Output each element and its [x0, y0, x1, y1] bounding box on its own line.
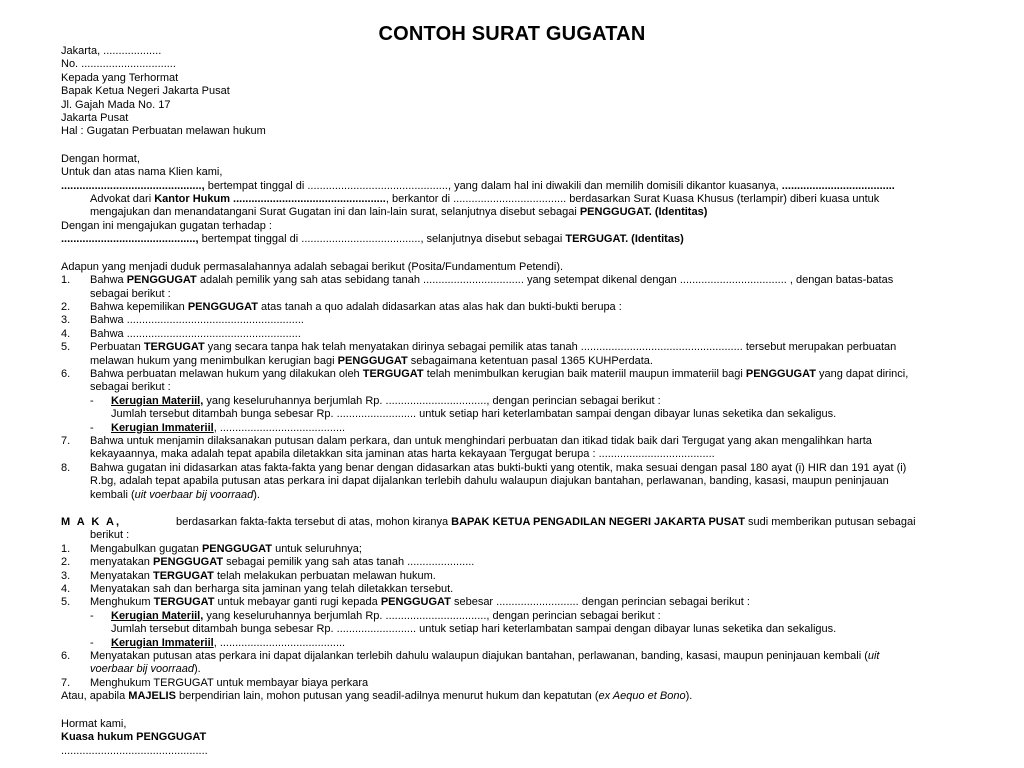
- letter-body: [61, 45, 961, 758]
- letter-recipient: Bapak Ketua Negeri Jakarta Pusat: [61, 85, 230, 98]
- defendant-paragraph: ............................................, bertempat tinggal di ......................................., selanjutnya disebut sebagai TERGUGAT. (Identitas): [61, 233, 684, 246]
- letter-date: Jakarta, ...................: [61, 45, 162, 57]
- posita-immaterial-loss: - Kerugian Immateriil, .........................................: [90, 421, 346, 434]
- signature-line: ................................................: [61, 744, 208, 757]
- posita-item: 5. Perbuatan TERGUGAT yang secara tanpa hak telah menyatakan dirinya sebagai pemilik atas tanah ..................................................... tersebut merupakan perbuatan melawan hukum yang menimbulkan kerugian bagi PENGGUGAT sebagaimana ketentuan pasal 1365 KUHPerdata.: [61, 341, 897, 367]
- posita-item: 4. Bahwa .........................................................: [61, 327, 301, 340]
- petitum-item: 6. Menyatakan putusan atas perkara ini dapat dijalankan terlebih dahulu walaupun diajukan bantahan, perlawanan, banding, kasasi, maupun peninjauan kembali (uit voerbaar bij voorraad).: [61, 650, 880, 676]
- posita-item: 7. Bahwa untuk menjamin dilaksanakan putusan dalam perkara, dan untuk menghindari perbuatan dan itikad tidak baik dari Tergugat yang akan mengalihkan harta kekayaannya, maka adalah tepat apabila diletakkan sita jaminan atas harta kekayaan Tergugat berupa : ......................................: [61, 434, 872, 461]
- posita-material-loss: - Kerugian Materiil, yang keseluruhannya berjumlah Rp. ................................., dengan perincian sebagai berikut :: [90, 394, 661, 407]
- against-line: Dengan ini mengajukan gugatan terhadap :: [61, 219, 272, 232]
- petitum-item: 3. Menyatakan TERGUGAT telah melakukan perbuatan melawan hukum.: [61, 569, 436, 582]
- advocate-line: Advokat dari Kantor Hukum .................................................., berkantor di ..................................... berdasarkan Surat Kuasa Khusus (terlampir) diberi kuasa untuk: [90, 193, 880, 206]
- on-behalf: Untuk dan atas nama Klien kami,: [61, 166, 223, 179]
- petitum-item: 2. menyatakan PENGGUGAT sebagai pemilik yang sah atas tanah ......................: [61, 556, 475, 569]
- petitum-intro: M A K A, berdasarkan fakta-fakta tersebut di atas, mohon kiranya BAPAK KETUA PENGADILAN NEGERI JAKARTA PUSAT sudi memberikan putusan sebagai: [61, 516, 916, 528]
- greeting: Dengan hormat,: [61, 152, 140, 165]
- petitum-item: 7. Menghukum TERGUGAT untuk membayar biaya perkara: [61, 676, 369, 689]
- posita-item: 3. Bahwa ..........................................................: [61, 314, 304, 327]
- petitum-immaterial-loss: - Kerugian Immateriil, .........................................: [90, 636, 346, 649]
- posita-item: 1. Bahwa PENGGUGAT adalah pemilik yang sah atas sebidang tanah ................................. yang setempat dikenal dengan ................................... , dengan batas-batas sebagai berikut :: [61, 274, 894, 300]
- closing-regards: Hormat kami,: [61, 717, 127, 730]
- petitum-alternative: Atau, apabila MAJELIS berpendirian lain, mohon putusan yang seadil-adilnya menurut hukum dan kepatutan (ex Aequo et Bono).: [61, 690, 693, 703]
- petitum-item: 4. Menyatakan sah dan berharga sita jaminan yang telah diletakkan tersebut.: [61, 583, 454, 596]
- closing-signer: Kuasa hukum PENGGUGAT: [61, 731, 207, 744]
- petitum-interest: Jumlah tersebut ditambah bunga sebesar Rp. .......................... untuk setiap hari keterlambatan sampai dengan dibayar lunas seketika dan sekaligus.: [111, 623, 837, 636]
- petitum-item: 1. Mengabulkan gugatan PENGGUGAT untuk seluruhnya;: [61, 542, 362, 555]
- posita-item: 6. Bahwa perbuatan melawan hukum yang dilakukan oleh TERGUGAT telah menimbulkan kerugian baik materiil maupun immateriil bagi PENGGUGAT yang dapat dirinci, sebagai berikut :: [61, 367, 909, 394]
- posita-item: 2. Bahwa kepemilikan PENGGUGAT atas tanah a quo adalah didasarkan atas alas hak dan bukti-bukti berupa :: [61, 300, 622, 313]
- letter-city: Jakarta Pusat: [61, 112, 129, 125]
- petitum-intro-2: berikut :: [90, 529, 130, 542]
- petitum-item: 5. Menghukum TERGUGAT untuk mebayar ganti rugi kepada PENGGUGAT sebesar ........................... dengan perincian sebagai berikut :: [61, 596, 750, 609]
- posita-intro: Adapun yang menjadi duduk permasalahannya adalah sebagai berikut (Posita/Fundamentum Petendi).: [61, 260, 564, 273]
- letter-number: No. ...............................: [61, 58, 176, 71]
- petitum-material-loss: - Kerugian Materiil, yang keseluruhannya berjumlah Rp. ................................., dengan perincian sebagai berikut :: [90, 609, 661, 622]
- advocate-line-2: mengajukan dan menandatangani Surat Gugatan ini dan lain-lain surat, selanjutnya disebut sebagai PENGGUGAT. (Identitas): [90, 206, 708, 219]
- letter-to: Kepada yang Terhormat: [61, 71, 179, 84]
- letter-subject: Hal : Gugatan Perbuatan melawan hukum: [61, 125, 266, 138]
- posita-item: 8. Bahwa gugatan ini didasarkan atas fakta-fakta yang benar dengan didasarkan atas bukti-bukti yang otentik, maka sesuai dengan pasal 180 ayat (i) HIR dan 191 ayat (i) R.bg, adalah tepat apabila putusan atas perkara ini dapat dijalankan terlebih dahulu walaupun diajukan bantahan, perlawanan, banding, kasasi, maupun peninjauan kembali (uit voerbaar bij voorraad).: [61, 461, 907, 501]
- posita-interest: Jumlah tersebut ditambah bunga sebesar Rp. .......................... untuk setiap hari keterlambatan sampai dengan dibayar lunas seketika dan sekaligus.: [111, 408, 837, 421]
- plaintiff-paragraph: .............................................., bertempat tinggal di .............................................., yang dalam hal ini diwakili dan memilih domisili dikantor kuasanya, .....................................: [61, 179, 895, 192]
- letter-street: Jl. Gajah Mada No. 17: [61, 98, 171, 111]
- page-title: CONTOH SURAT GUGATAN: [378, 23, 646, 45]
